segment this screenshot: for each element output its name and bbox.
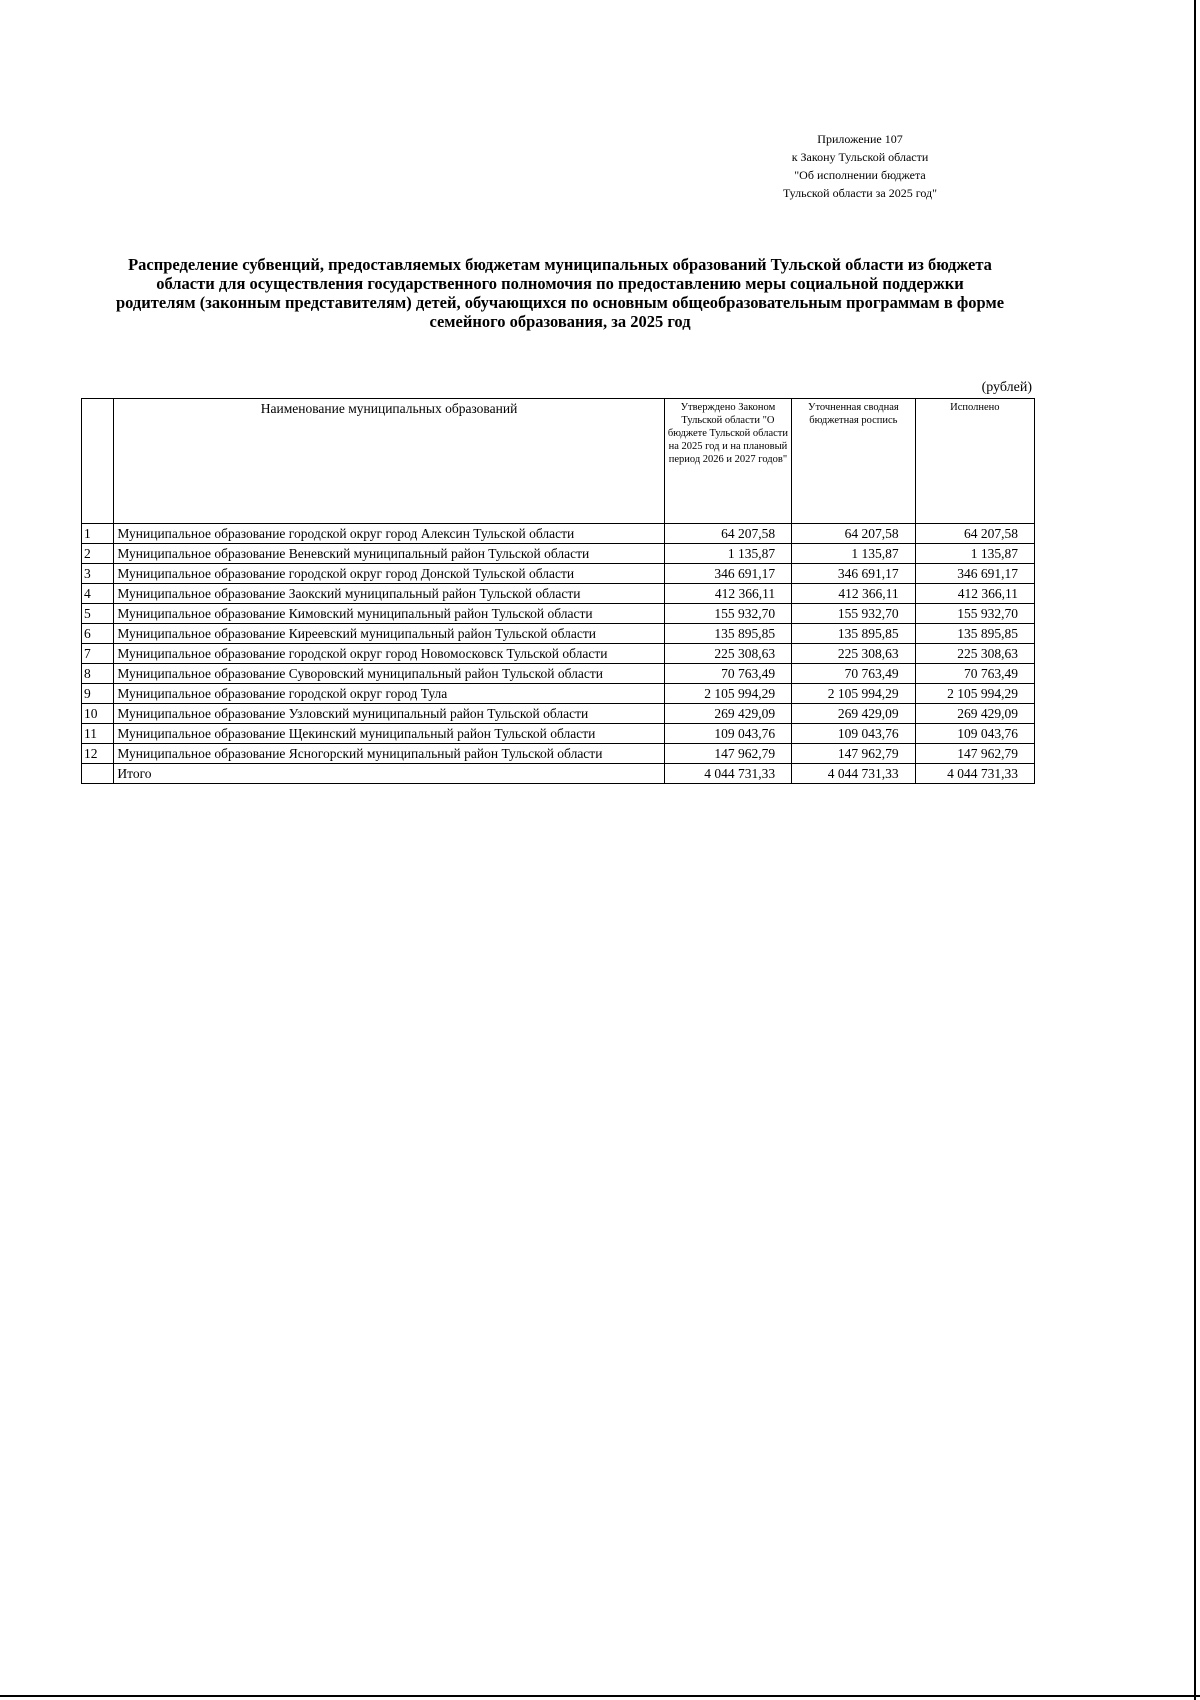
- row-executed: 147 962,79: [915, 744, 1034, 764]
- row-revised: 147 962,79: [792, 744, 915, 764]
- row-index: 9: [82, 684, 114, 704]
- row-name: Муниципальное образование городской округ город Новомосковск Тульской области: [114, 644, 664, 664]
- row-executed: 135 895,85: [915, 624, 1034, 644]
- row-executed: 346 691,17: [915, 564, 1034, 584]
- row-index: 6: [82, 624, 114, 644]
- row-name: Муниципальное образование Заокский муниципальный район Тульской области: [114, 584, 664, 604]
- row-index: 2: [82, 544, 114, 564]
- table-row: [82, 744, 1035, 764]
- document-title: [80, 255, 1040, 331]
- row-index: 10: [82, 704, 114, 724]
- row-approved: 412 366,11: [664, 584, 791, 604]
- row-executed: 1 135,87: [915, 544, 1034, 564]
- row-approved: 1 135,87: [664, 544, 791, 564]
- header-revised: Уточненная сводная бюджетная роспись: [792, 399, 915, 524]
- row-index: 7: [82, 644, 114, 664]
- row-index: 3: [82, 564, 114, 584]
- row-revised: 346 691,17: [792, 564, 915, 584]
- total-index: [82, 764, 114, 784]
- row-executed: 412 366,11: [915, 584, 1034, 604]
- header-index: [82, 399, 114, 524]
- row-name: Муниципальное образование Щекинский муниципальный район Тульской области: [114, 724, 664, 744]
- table-row: [82, 684, 1035, 704]
- row-approved: 147 962,79: [664, 744, 791, 764]
- row-name: Муниципальное образование городской округ город Донской Тульской области: [114, 564, 664, 584]
- row-revised: 155 932,70: [792, 604, 915, 624]
- appendix-line-2: к Закону Тульской области: [791, 150, 929, 164]
- row-approved: 135 895,85: [664, 624, 791, 644]
- table-row: [82, 644, 1035, 664]
- row-index: 11: [82, 724, 114, 744]
- row-revised: 109 043,76: [792, 724, 915, 744]
- row-name: Муниципальное образование Ясногорский муниципальный район Тульской области: [114, 744, 664, 764]
- title-line-1: Распределение субвенций, предоставляемых бюджетам муниципальных образований Тульской области из бюджета: [128, 255, 992, 274]
- appendix-line-4: Тульской области за 2025 год": [782, 186, 938, 200]
- total-revised: 4 044 731,33: [792, 764, 915, 784]
- row-name: Муниципальное образование Кимовский муниципальный район Тульской области: [114, 604, 664, 624]
- row-approved: 64 207,58: [664, 524, 791, 544]
- row-approved: 70 763,49: [664, 664, 791, 684]
- row-index: 4: [82, 584, 114, 604]
- row-approved: 2 105 994,29: [664, 684, 791, 704]
- row-executed: 155 932,70: [915, 604, 1034, 624]
- row-revised: 269 429,09: [792, 704, 915, 724]
- row-revised: 2 105 994,29: [792, 684, 915, 704]
- title-line-2: области для осуществления государственного полномочия по предоставлению меры социальной поддержки: [156, 274, 964, 293]
- table-row: [82, 604, 1035, 624]
- table-row: [82, 564, 1035, 584]
- row-executed: 225 308,63: [915, 644, 1034, 664]
- total-approved: 4 044 731,33: [664, 764, 791, 784]
- total-label: Итого: [114, 764, 664, 784]
- header-approved: Утверждено Законом Тульской области "О бюджете Тульской области на 2025 год и на плановый период 2026 и 2027 годов": [664, 399, 791, 524]
- unit-label: (рублей): [981, 380, 1032, 395]
- table-row: [82, 584, 1035, 604]
- row-name: Муниципальное образование городской округ город Тула: [114, 684, 664, 704]
- row-index: 1: [82, 524, 114, 544]
- row-index: 12: [82, 744, 114, 764]
- row-name: Муниципальное образование Киреевский муниципальный район Тульской области: [114, 624, 664, 644]
- row-name: Муниципальное образование Суворовский муниципальный район Тульской области: [114, 664, 664, 684]
- table-row: [82, 624, 1035, 644]
- appendix-note: [700, 130, 1020, 202]
- row-approved: 346 691,17: [664, 564, 791, 584]
- row-executed: 2 105 994,29: [915, 684, 1034, 704]
- row-approved: 269 429,09: [664, 704, 791, 724]
- appendix-line-3: "Об исполнении бюджета: [794, 168, 926, 182]
- table-total-row: [82, 764, 1035, 784]
- page-border-right: [1194, 0, 1196, 1700]
- table-row: [82, 724, 1035, 744]
- row-name: Муниципальное образование Веневский муниципальный район Тульской области: [114, 544, 664, 564]
- row-revised: 225 308,63: [792, 644, 915, 664]
- table-row: [82, 544, 1035, 564]
- row-executed: 109 043,76: [915, 724, 1034, 744]
- title-line-3: родителям (законным представителям) детей, обучающихся по основным общеобразовательным программам в форме: [115, 293, 1005, 312]
- row-approved: 109 043,76: [664, 724, 791, 744]
- table-row: [82, 524, 1035, 544]
- table-row: [82, 704, 1035, 724]
- row-revised: 1 135,87: [792, 544, 915, 564]
- row-name: Муниципальное образование Узловский муниципальный район Тульской области: [114, 704, 664, 724]
- row-revised: 412 366,11: [792, 584, 915, 604]
- row-revised: 135 895,85: [792, 624, 915, 644]
- appendix-line-1: Приложение 107: [817, 132, 903, 146]
- title-line-4: семейного образования, за 2025 год: [429, 312, 691, 331]
- row-approved: 225 308,63: [664, 644, 791, 664]
- page-border-bottom: [0, 1695, 1200, 1697]
- row-index: 8: [82, 664, 114, 684]
- table-header-row: [82, 399, 1035, 524]
- row-executed: 269 429,09: [915, 704, 1034, 724]
- header-name: Наименование муниципальных образований: [114, 399, 664, 524]
- row-revised: 64 207,58: [792, 524, 915, 544]
- subventions-table: [81, 398, 1035, 784]
- row-name: Муниципальное образование городской округ город Алексин Тульской области: [114, 524, 664, 544]
- row-revised: 70 763,49: [792, 664, 915, 684]
- header-executed: Исполнено: [915, 399, 1034, 524]
- total-executed: 4 044 731,33: [915, 764, 1034, 784]
- row-approved: 155 932,70: [664, 604, 791, 624]
- table-row: [82, 664, 1035, 684]
- row-executed: 70 763,49: [915, 664, 1034, 684]
- row-executed: 64 207,58: [915, 524, 1034, 544]
- row-index: 5: [82, 604, 114, 624]
